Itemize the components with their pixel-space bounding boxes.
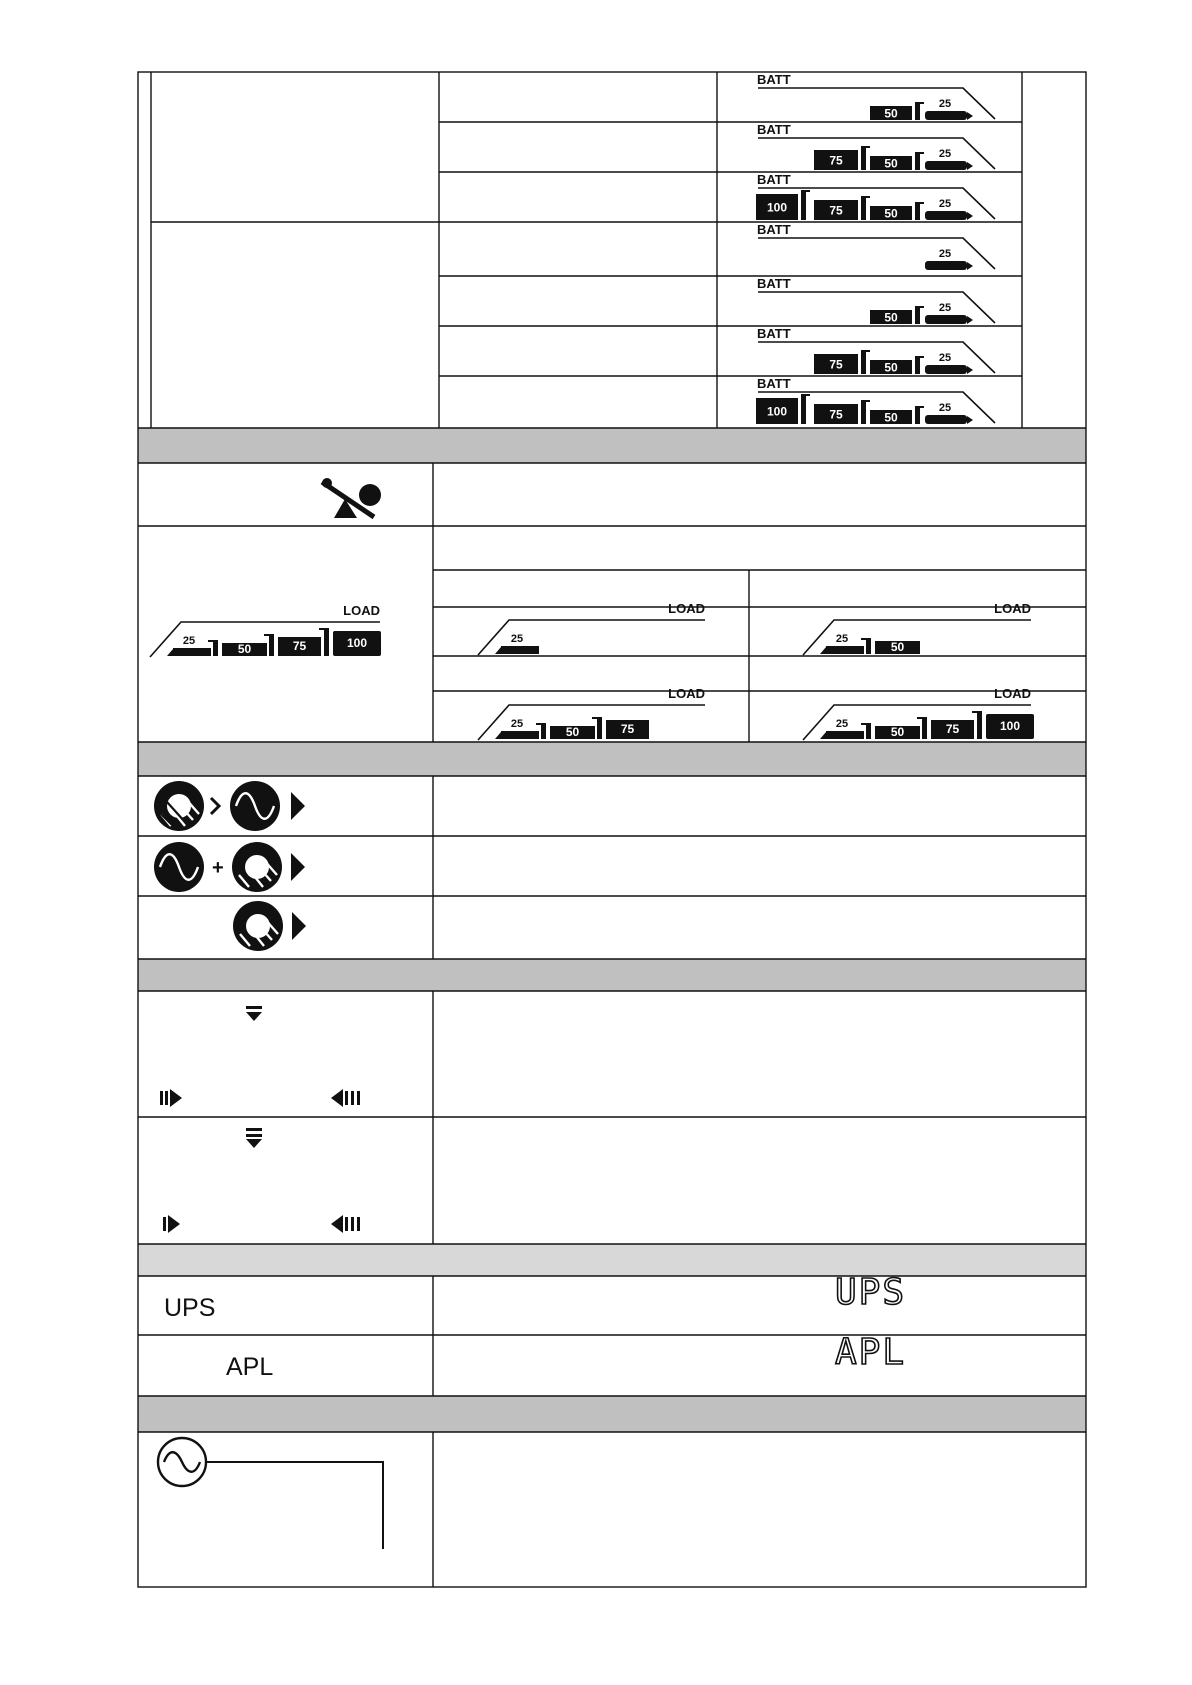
charge-double-row — [163, 1128, 360, 1233]
priority-arrow-icon — [292, 912, 306, 940]
charge-double-bar-icon — [246, 1128, 262, 1148]
battery-indicator — [757, 222, 995, 270]
battery-indicator — [757, 72, 995, 121]
battery-level-bar — [925, 211, 967, 220]
battery-indicator — [757, 326, 995, 375]
load-indicators — [150, 601, 1034, 740]
load-level-label: 25 — [510, 718, 524, 730]
battery-indicator — [757, 122, 995, 171]
load-level-label: 50 — [890, 640, 905, 654]
load-level-label: 100 — [346, 636, 368, 650]
output-arrow-icon — [331, 1215, 360, 1233]
load-level-bar — [826, 646, 864, 654]
battery-level-bar — [925, 365, 967, 374]
load-level-bar — [501, 646, 539, 654]
priority-row-solar-first — [154, 781, 305, 831]
input-arrow-icon — [160, 1089, 182, 1107]
load-label: LOAD — [668, 601, 705, 616]
load-indicator — [478, 686, 705, 740]
charge-single-bar-icon — [246, 1006, 262, 1021]
battery-level-bar — [925, 111, 967, 120]
battery-level-label: 25 — [938, 98, 952, 110]
battery-level-label: 100 — [766, 404, 788, 419]
apl-label: APL — [226, 1353, 274, 1381]
load-label: LOAD — [343, 603, 380, 618]
ac-sine-wave-icon — [230, 781, 280, 831]
load-level-bar — [501, 731, 539, 739]
battery-label: BATT — [757, 172, 791, 187]
battery-level-label: 25 — [938, 402, 952, 414]
ac-sine-wave-icon — [154, 842, 204, 892]
battery-level-label: 50 — [884, 156, 898, 171]
priority-row-solar-only — [233, 901, 306, 951]
battery-level-bar — [925, 315, 967, 324]
load-indicator — [803, 601, 1031, 655]
charge-single-row — [160, 1006, 360, 1107]
solar-panel-icon — [233, 901, 283, 951]
load-level-bar — [173, 648, 211, 656]
load-label: LOAD — [994, 686, 1031, 701]
load-indicator — [150, 603, 381, 657]
load-label: LOAD — [668, 686, 705, 701]
load-label: LOAD — [994, 601, 1031, 616]
load-level-label: 100 — [999, 719, 1021, 733]
battery-label: BATT — [757, 326, 791, 341]
section-bar-charging — [138, 959, 1086, 991]
overload-seesaw-icon — [322, 478, 381, 518]
battery-label: BATT — [757, 276, 791, 291]
ups-label: UPS — [164, 1294, 216, 1322]
battery-level-label: 25 — [938, 352, 952, 364]
section-bar-operation — [138, 1396, 1086, 1432]
battery-level-label: 75 — [829, 407, 843, 422]
battery-label: BATT — [757, 222, 791, 237]
load-level-bar — [826, 731, 864, 739]
section-bar-mode-priority — [138, 742, 1086, 776]
battery-level-label: 25 — [938, 198, 952, 210]
load-level-label: 25 — [835, 718, 849, 730]
section-bar-load — [138, 428, 1086, 463]
load-indicator — [803, 686, 1034, 740]
load-level-label: 75 — [945, 722, 960, 736]
load-level-label: 50 — [565, 725, 580, 739]
ac-input-flow-icon — [158, 1438, 383, 1549]
load-level-label: 25 — [835, 633, 849, 645]
battery-indicator — [757, 276, 995, 325]
battery-level-label: 50 — [884, 206, 898, 221]
priority-arrow-icon — [291, 792, 305, 820]
battery-level-label: 50 — [884, 360, 898, 375]
load-level-label: 25 — [510, 633, 524, 645]
output-arrow-icon — [331, 1089, 360, 1107]
load-level-label: 75 — [620, 722, 635, 736]
table-grid — [138, 72, 1086, 1587]
load-level-label: 75 — [292, 639, 307, 653]
battery-level-label: 75 — [829, 203, 843, 218]
battery-level-label: 100 — [766, 200, 788, 215]
battery-level-label: 75 — [829, 357, 843, 372]
priority-arrow-icon — [291, 853, 305, 881]
battery-level-label: 25 — [938, 148, 952, 160]
battery-level-bar — [925, 261, 967, 270]
section-bar-input-range — [138, 1244, 1086, 1276]
priority-row-mains-plus-solar — [154, 842, 305, 892]
battery-label: BATT — [757, 376, 791, 391]
apl-segment-display: APL — [835, 1332, 907, 1373]
solar-panel-icon — [154, 781, 204, 831]
load-level-label: 25 — [182, 635, 196, 647]
load-level-label: 50 — [890, 725, 905, 739]
battery-level-label: 50 — [884, 310, 898, 325]
battery-level-label: 75 — [829, 153, 843, 168]
input-arrow-icon — [163, 1215, 180, 1233]
battery-level-label: 50 — [884, 410, 898, 425]
battery-indicator — [756, 376, 995, 425]
battery-indicator — [756, 172, 995, 221]
load-level-label: 50 — [237, 642, 252, 656]
battery-level-bar — [925, 415, 967, 424]
ups-segment-display: UPS — [835, 1272, 907, 1313]
battery-level-label: 25 — [938, 302, 952, 314]
battery-level-bar — [925, 161, 967, 170]
battery-level-label: 25 — [938, 248, 952, 260]
greater-than-icon — [211, 798, 219, 814]
solar-panel-icon — [232, 842, 282, 892]
load-indicator — [478, 601, 705, 655]
battery-label: BATT — [757, 72, 791, 87]
battery-indicators — [756, 72, 995, 425]
battery-label: BATT — [757, 122, 791, 137]
plus-sign: + — [212, 857, 224, 879]
battery-level-label: 50 — [884, 106, 898, 121]
